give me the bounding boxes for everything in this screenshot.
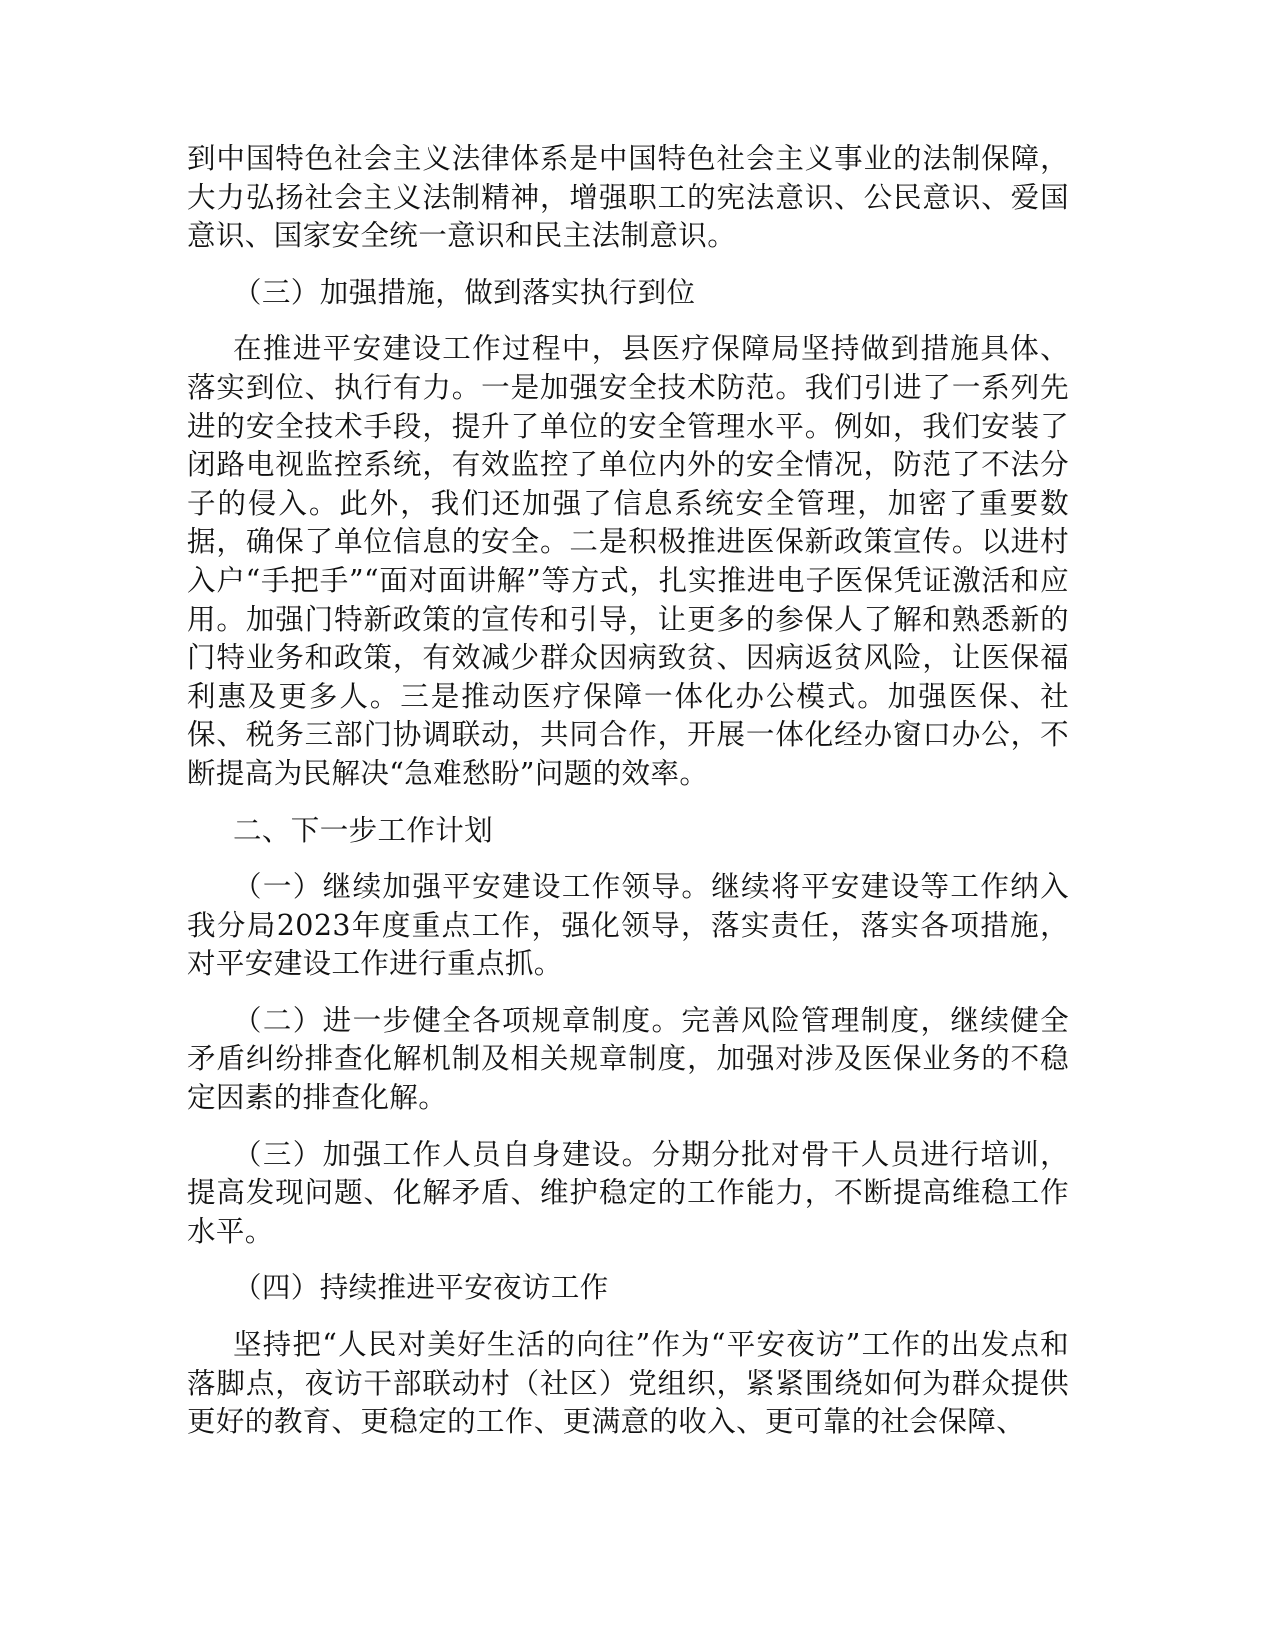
heading-next-plan: 二、下一步工作计划 xyxy=(233,813,494,847)
paragraph-measures: 在推进平安建设工作过程中，县医疗保障局坚持做到措施具体、落实到位、执行有力。一是加强安全技术防范。我们引进了一系列先进的安全技术手段，提升了单位的安全管理水平。例如，我们安装了闭路电视监控系统，有效监控了单位内外的安全情况，防范了不法分子的侵入。此外，我们还加强了信息系统安全管理，加密了重要数据，确保了单位信息的安全。二是积极推进医保新政策宣传。以进村入户“手把手”“面对面讲解”等方式，扎实推进电子医保凭证激活和应用。加强门特新政策的宣传和引导，让更多的参保人了解和熟悉新的门特业务和政策，有效减少群众因病致贫、因病返贫风险，让医保福利惠及更多人。三是推动医疗保障一体化办公模式。加强医保、社保、税务三部门协调联动，共同合作，开展一体化经办窗口办公，不断提高为民解决“急难愁盼”问题的效率。 xyxy=(187,332,1069,790)
document-body xyxy=(187,140,1069,1460)
subheading-measures: （三）加强措施，做到落实执行到位 xyxy=(233,275,696,309)
paragraph-plan-2: （二）进一步健全各项规章制度。完善风险管理制度，继续健全矛盾纠纷排查化解机制及相关规章制度，加强对涉及医保业务的不稳定因素的排查化解。 xyxy=(187,1003,1069,1115)
subheading-night-visit: （四）持续推进平安夜访工作 xyxy=(233,1271,609,1305)
paragraph-night-visit: 坚持把“人民对美好生活的向往”作为“平安夜访”工作的出发点和落脚点，夜访干部联动村（社区）党组织，紧紧围绕如何为群众提供更好的教育、更稳定的工作、更满意的收入、更可靠的社会保障、 xyxy=(187,1328,1069,1439)
paragraph-plan-1: （一）继续加强平安建设工作领导。继续将平安建设等工作纳入我分局2023年度重点工作，强化领导，落实责任，落实各项措施，对平安建设工作进行重点抓。 xyxy=(187,870,1069,981)
paragraph-continuation: 到中国特色社会主义法律体系是中国特色社会主义事业的法制保障，大力弘扬社会主义法制精神，增强职工的宪法意识、公民意识、爱国意识、国家安全统一意识和民主法制意识。 xyxy=(187,142,1069,253)
paragraph-plan-3: （三）加强工作人员自身建设。分期分批对骨干人员进行培训，提高发现问题、化解矛盾、维护稳定的工作能力，不断提高维稳工作水平。 xyxy=(187,1137,1069,1248)
